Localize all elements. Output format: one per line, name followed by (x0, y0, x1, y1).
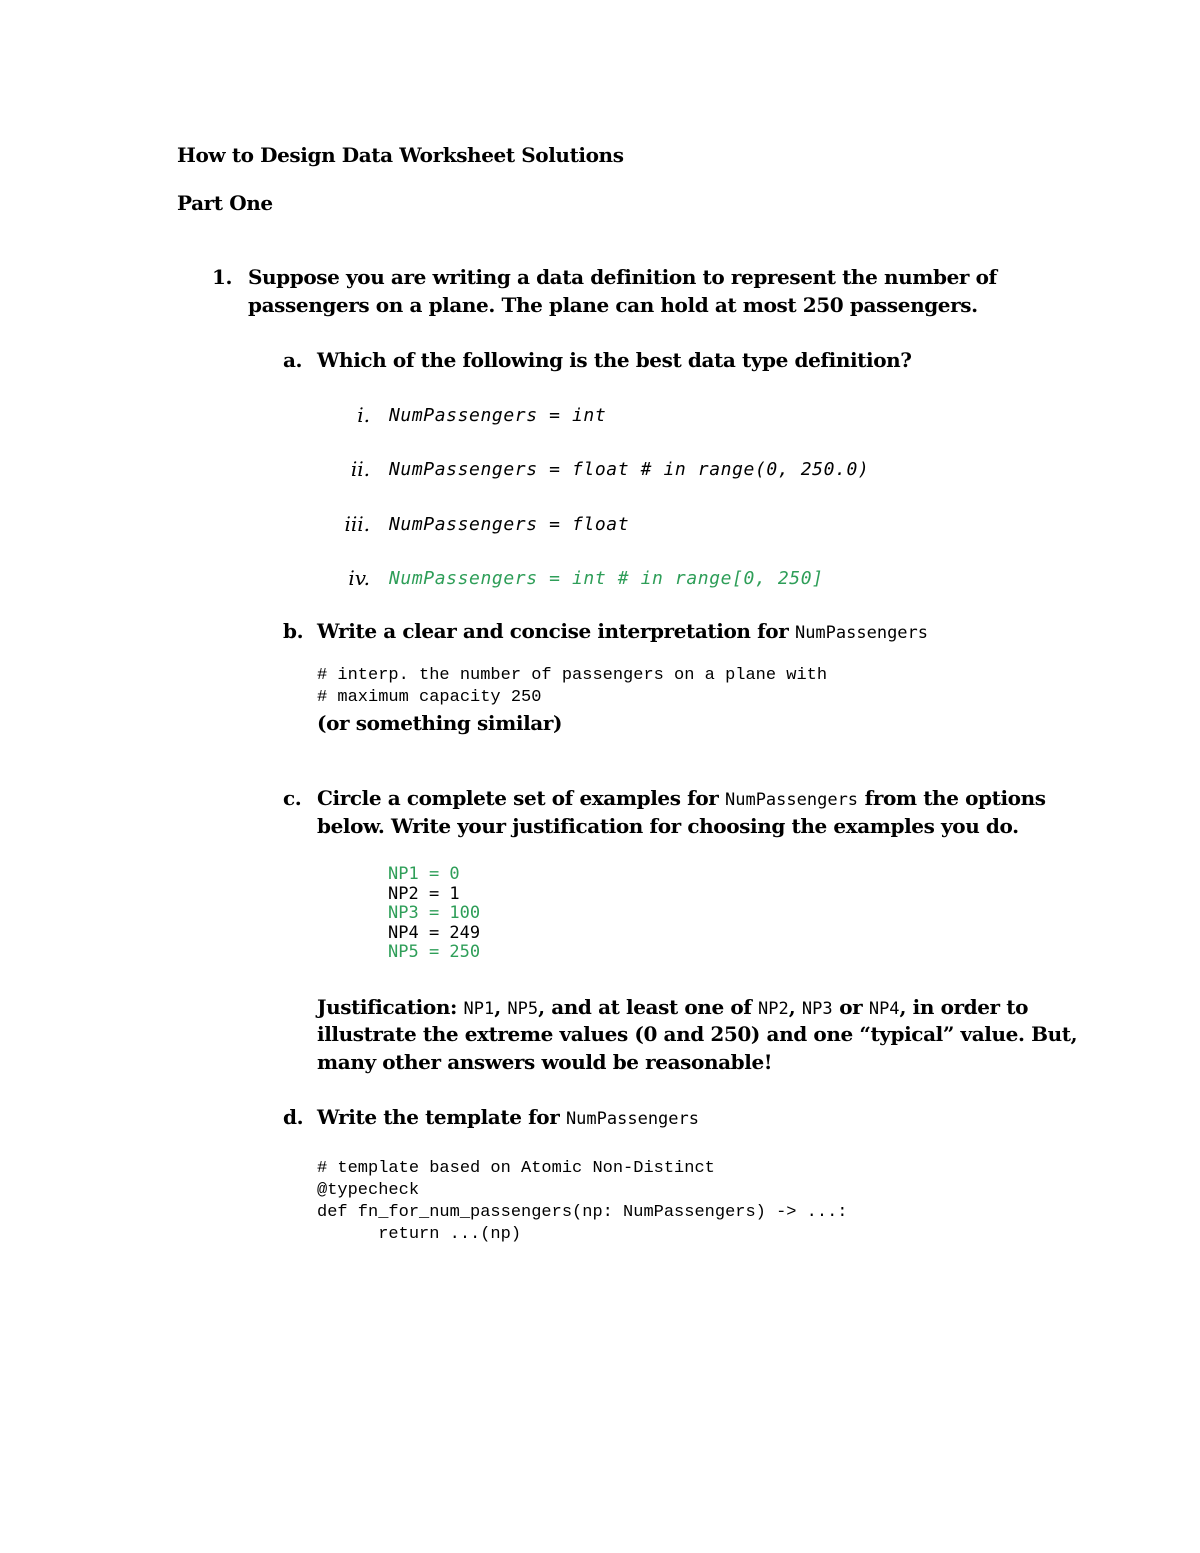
subquestion-c-letter: c. (283, 786, 302, 810)
part-heading: Part One (177, 191, 273, 215)
template-line: # template based on Atomic Non-Distinct (317, 1159, 715, 1178)
inline-code-term: NumPassengers (794, 623, 929, 643)
option-code: NumPassengers = float (389, 514, 630, 535)
template-line: def fn_for_num_passengers(np: NumPassengers) -> ...: (317, 1203, 848, 1222)
interpretation-note: (or something similar) (317, 711, 563, 735)
option-numeral: i. (357, 403, 370, 427)
inline-code-term: NP1 (463, 999, 495, 1019)
subquestion-a-text: Which of the following is the best data type definition? (317, 348, 912, 372)
inline-code-term: NumPassengers (724, 790, 859, 810)
question-text-line-2: passengers on a plane. The plane can hold at most 250 passengers. (248, 293, 978, 317)
option-code: NumPassengers = int (389, 405, 607, 426)
option-code: NumPassengers = float # in range(0, 250.0) (389, 459, 870, 480)
subquestion-c-text-line-1: Circle a complete set of examples for NumPassengers from the options (317, 786, 1046, 810)
example-np5: NP5 = 250 (388, 942, 481, 962)
inline-code-term: NP2 (758, 999, 789, 1019)
subquestion-d-text: Write the template for NumPassengers (317, 1105, 699, 1129)
interpretation-line: # maximum capacity 250 (317, 688, 542, 707)
inline-code-term: NP3 (801, 999, 833, 1019)
example-np2: NP2 = 1 (388, 884, 460, 904)
option-numeral: iii. (344, 512, 370, 536)
question-text-line-1: Suppose you are writing a data definition to represent the number of (248, 265, 997, 289)
inline-code-term: NP4 (868, 999, 900, 1019)
option-numeral-correct: iv. (348, 566, 370, 590)
justification-line-1: Justification: NP1, NP5, and at least one of NP2, NP3 or NP4, in order to (317, 995, 1029, 1019)
interpretation-line: # interp. the number of passengers on a plane with (317, 666, 828, 685)
inline-code-term: NP5 (507, 999, 539, 1019)
option-code-correct: NumPassengers = int # in range[0, 250] (389, 568, 824, 589)
inline-code-term: NumPassengers (565, 1109, 699, 1129)
template-line: @typecheck (317, 1181, 420, 1200)
subquestion-a-letter: a. (283, 348, 303, 372)
example-np3: NP3 = 100 (388, 903, 481, 923)
example-np1: NP1 = 0 (388, 864, 460, 884)
document-title: How to Design Data Worksheet Solutions (177, 143, 624, 167)
option-numeral: ii. (350, 457, 370, 481)
template-line: return ...(np) (317, 1225, 522, 1244)
example-np4: NP4 = 249 (388, 923, 481, 943)
subquestion-c-text-line-2: below. Write your justification for choosing the examples you do. (317, 814, 1019, 838)
subquestion-b-text: Write a clear and concise interpretation for NumPassengers (317, 619, 929, 643)
justification-line-2: illustrate the extreme values (0 and 250) and one “typical” value. But, (317, 1022, 1078, 1046)
subquestion-d-letter: d. (283, 1105, 304, 1129)
question-number: 1. (212, 265, 233, 289)
subquestion-b-letter: b. (283, 619, 304, 643)
justification-line-3: many other answers would be reasonable! (317, 1050, 773, 1074)
